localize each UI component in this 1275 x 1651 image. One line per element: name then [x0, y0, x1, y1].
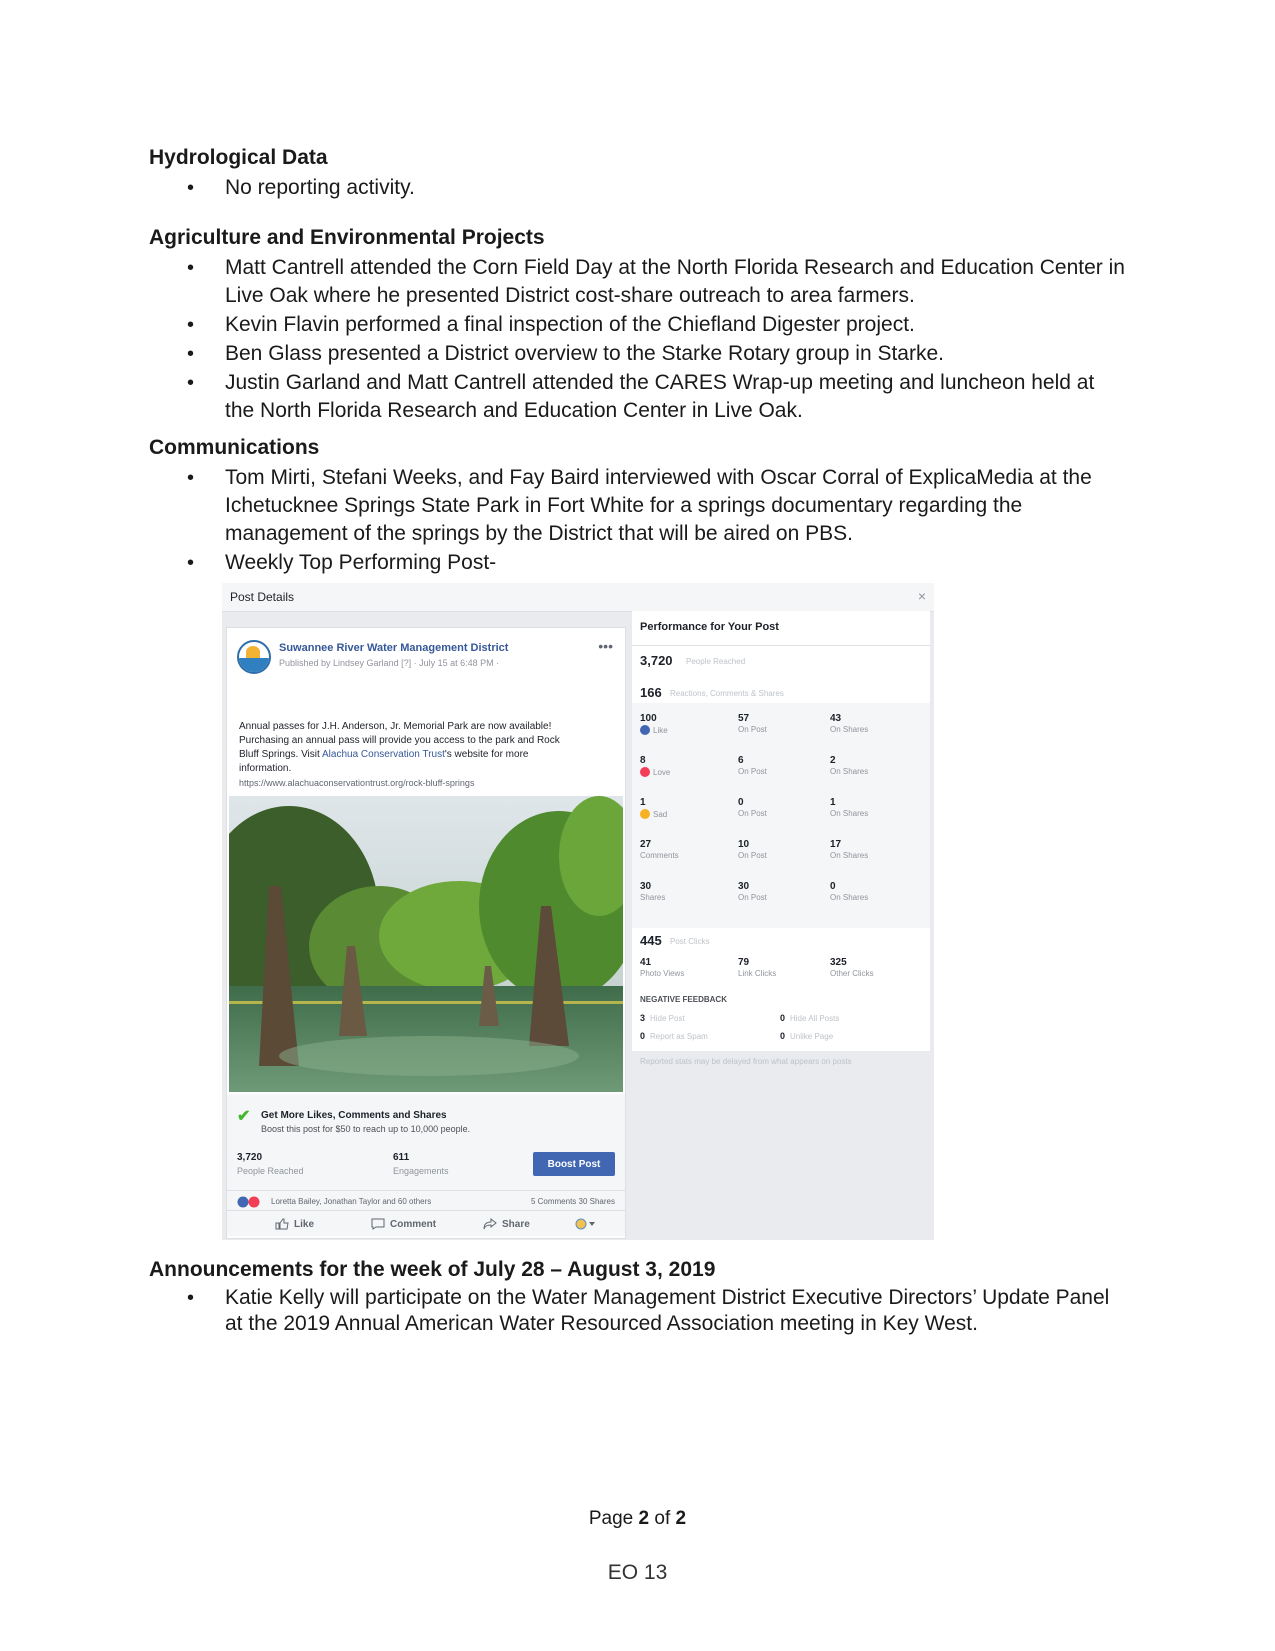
post-body-line: information.	[239, 763, 292, 774]
list-item: • Justin Garland and Matt Cantrell attended the CARES Wrap-up meeting and luncheon held at the North Florida Research and Education Center in Live Oak.	[149, 369, 1129, 425]
post-clicks-label: Post Clicks	[670, 937, 710, 946]
sad-on-post-count: 0	[738, 797, 744, 808]
reactions-count: 166	[640, 685, 662, 700]
heart-icon	[640, 767, 650, 777]
list-item: • Weekly Top Performing Post-	[149, 549, 1129, 577]
post-page-name: Suwannee River Water Management District	[279, 642, 509, 654]
post-body-line: Annual passes for J.H. Anderson, Jr. Memorial Park are now available!	[239, 721, 552, 732]
post-meta: Published by Lindsey Garland [?] · July 15 at 6:48 PM ·	[279, 658, 500, 668]
link-clicks-count: 79	[738, 957, 750, 968]
love-on-shares-count: 2	[830, 755, 836, 766]
shares-label: Shares	[640, 893, 666, 902]
comment-action[interactable]: Comment	[371, 1218, 436, 1230]
shares-on-shares-count: 0	[830, 881, 836, 892]
on-post-label: On Post	[738, 725, 767, 734]
negative-feedback-heading: NEGATIVE FEEDBACK	[640, 995, 727, 1004]
on-post-label: On Post	[738, 767, 767, 776]
post-url: https://www.alachuaconservationtrust.org/rock-bluff-springs	[239, 778, 475, 788]
hide-post-label: Hide Post	[650, 1014, 685, 1023]
thumbs-up-icon	[275, 1218, 289, 1230]
reaction-names: Loretta Bailey, Jonathan Taylor and 60 others	[271, 1197, 432, 1206]
reactions-label: Reactions, Comments & Shares	[670, 689, 784, 698]
comments-label: Comments	[640, 851, 679, 860]
comment-icon	[371, 1218, 385, 1230]
comments-count: 27	[640, 839, 652, 850]
on-post-label: On Post	[738, 893, 767, 902]
list-item: • Tom Mirti, Stefani Weeks, and Fay Baird interviewed with Oscar Corral of ExplicaMedia at the Ichetucknee Springs State Park in Fort White for a springs documentary regarding the management of the springs by the District that will be aired on PBS.	[149, 464, 1129, 548]
people-reached-count: 3,720	[640, 653, 673, 668]
list-item: • No reporting activity.	[149, 174, 1129, 202]
reactions-breakdown	[632, 703, 930, 928]
dialog-titlebar	[222, 583, 934, 612]
link-clicks-label: Link Clicks	[738, 969, 777, 978]
unlike-page-label: Unlike Page	[790, 1032, 834, 1041]
comms-list	[149, 464, 1129, 578]
facebook-post-details-screenshot	[222, 583, 934, 1240]
love-label: Love	[640, 767, 670, 777]
like-action[interactable]: Like	[275, 1218, 314, 1230]
people-reached-label: People Reached	[237, 1166, 304, 1176]
other-clicks-count: 325	[830, 957, 847, 968]
sad-on-shares-count: 1	[830, 797, 836, 808]
boost-subtext: Boost this post for $50 to reach up to 10,000 people.	[261, 1124, 471, 1134]
agri-list	[149, 254, 1129, 426]
photo-views-count: 41	[640, 957, 652, 968]
reactions-summary	[227, 1190, 625, 1209]
facebook-post-card	[226, 627, 626, 1239]
performance-title: Performance for Your Post	[640, 621, 779, 633]
heading-communications: Communications	[149, 436, 320, 459]
hide-all-posts-count: 0	[780, 1013, 786, 1023]
boost-post-button[interactable]: Boost Post	[533, 1152, 615, 1176]
list-item: • Katie Kelly will participate on the Water Management District Executive Directors’ Update Panel at the 2019 Annual American Water Resourced Association meeting in Key West.	[149, 1285, 1129, 1337]
like-label: Like	[640, 725, 668, 735]
stats-disclaimer: Reported stats may be delayed from what appears on posts	[640, 1057, 852, 1066]
close-icon: ×	[917, 588, 926, 604]
on-shares-label: On Shares	[830, 893, 869, 902]
post-body-line: Bluff Springs. Visit Alachua Conservation Trust's website for more	[239, 749, 529, 760]
post-body-line: Purchasing an annual pass will provide you access to the park and Rock	[239, 735, 560, 746]
post-body-link: Alachua Conservation Trust	[322, 749, 445, 760]
performance-title-bar	[632, 611, 930, 646]
sad-label: Sad	[640, 809, 667, 819]
boost-panel	[227, 1094, 625, 1236]
like-count: 100	[640, 713, 657, 724]
on-shares-label: On Shares	[830, 725, 869, 734]
district-logo-icon	[237, 640, 271, 674]
love-on-post-count: 6	[738, 755, 744, 766]
like-icon	[640, 725, 650, 735]
heading-announcements: Announcements for the week of July 28 – August 3, 2019	[149, 1258, 716, 1281]
engagements-label: Engagements	[393, 1166, 449, 1176]
page-number: Page 2 of 2	[588, 1508, 687, 1529]
audience-selector-icon[interactable]	[575, 1218, 602, 1230]
post-body	[239, 720, 609, 776]
boost-heading: Get More Likes, Comments and Shares	[261, 1110, 447, 1121]
shares-count: 30	[640, 881, 652, 892]
sad-count: 1	[640, 797, 646, 808]
on-shares-label: On Shares	[830, 809, 869, 818]
shares-on-post-count: 30	[738, 881, 750, 892]
engagements-count: 611	[393, 1152, 410, 1163]
announce-list	[149, 1285, 1129, 1338]
on-shares-label: On Shares	[830, 851, 869, 860]
checkmark-icon: ✔	[237, 1108, 251, 1125]
share-action[interactable]: Share	[483, 1218, 530, 1230]
people-reached-count: 3,720	[237, 1152, 263, 1163]
spring-photo	[229, 796, 623, 1092]
comments-on-post-count: 10	[738, 839, 750, 850]
sad-face-icon	[640, 809, 650, 819]
like-on-post-count: 57	[738, 713, 750, 724]
report-spam-count: 0	[640, 1031, 646, 1041]
list-item: • Ben Glass presented a District overview to the Starke Rotary group in Starke.	[149, 340, 1129, 368]
hide-all-posts-label: Hide All Posts	[790, 1014, 840, 1023]
document-code: EO 13	[607, 1561, 668, 1584]
people-reached-label: People Reached	[686, 657, 746, 666]
on-post-label: On Post	[738, 809, 767, 818]
comment-share-counts: 5 Comments 30 Shares	[530, 1197, 615, 1206]
share-icon	[483, 1218, 497, 1230]
post-performance-panel	[632, 611, 930, 1066]
hydro-list	[149, 174, 1129, 203]
heading-agriculture: Agriculture and Environmental Projects	[149, 226, 545, 249]
post-action-bar	[227, 1210, 625, 1237]
dialog-title: Post Details	[230, 590, 295, 604]
list-item: • Kevin Flavin performed a final inspection of the Chiefland Digester project.	[149, 311, 1129, 339]
report-spam-label: Report as Spam	[650, 1032, 708, 1041]
post-clicks-count: 445	[640, 933, 662, 948]
other-clicks-label: Other Clicks	[830, 969, 874, 978]
unlike-page-count: 0	[780, 1031, 786, 1041]
on-post-label: On Post	[738, 851, 767, 860]
list-item: • Matt Cantrell attended the Corn Field Day at the North Florida Research and Education Center in Live Oak where he presented District cost-share outreach to area farmers.	[149, 254, 1129, 310]
reaction-icons	[237, 1196, 267, 1208]
hide-post-count: 3	[640, 1013, 646, 1023]
comments-on-shares-count: 17	[830, 839, 842, 850]
like-on-shares-count: 43	[830, 713, 842, 724]
photo-views-label: Photo Views	[640, 969, 685, 978]
more-options-icon: •••	[598, 638, 613, 654]
on-shares-label: On Shares	[830, 767, 869, 776]
heading-hydrological-data: Hydrological Data	[149, 146, 328, 169]
love-count: 8	[640, 755, 646, 766]
